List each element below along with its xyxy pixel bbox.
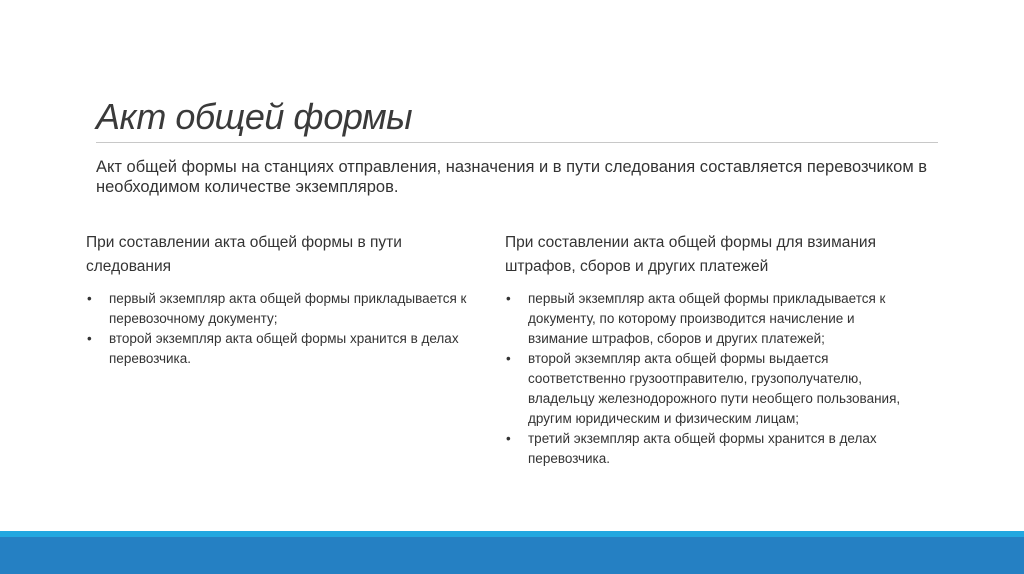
left-bullet-list <box>86 289 471 369</box>
list-item <box>86 329 471 369</box>
left-column <box>86 231 471 369</box>
list-item-text: второй экземпляр акта общей формы выдается соответственно грузоотправителю, грузополучателю, владельцу железнодорожного пути необщего пользования, другим юридическим и физическим лицам; <box>528 351 901 426</box>
bullet-icon: • <box>506 291 511 306</box>
list-item-text: второй экземпляр акта общей формы хранится в делах перевозчика. <box>109 331 459 366</box>
right-column <box>505 231 915 469</box>
bullet-icon: • <box>506 351 511 366</box>
right-bullet-list <box>505 289 915 469</box>
list-item <box>505 429 915 469</box>
bullet-icon: • <box>87 291 92 306</box>
list-item <box>505 349 915 429</box>
bullet-icon: • <box>506 431 511 446</box>
bullet-icon: • <box>87 331 92 346</box>
footer-bar <box>0 537 1024 574</box>
right-column-heading: При составлении акта общей формы для взимания штрафов, сборов и других платежей <box>505 234 876 275</box>
list-item-text: первый экземпляр акта общей формы прикладывается к документу, по которому производится начисление и взимание штрафов, сборов и других платежей; <box>528 291 886 346</box>
slide-title: Акт общей формы <box>96 96 413 137</box>
list-item <box>86 289 471 329</box>
list-item-text: третий экземпляр акта общей формы хранится в делах перевозчика. <box>528 431 877 466</box>
list-item-text: первый экземпляр акта общей формы прикладывается к перевозочному документу; <box>109 291 467 326</box>
lead-paragraph: Акт общей формы на станциях отправления, назначения и в пути следования составляется перевозчиком в необходимом количестве экземпляров. <box>96 158 928 196</box>
title-divider <box>96 142 938 143</box>
list-item <box>505 289 915 349</box>
left-column-heading: При составлении акта общей формы в пути следования <box>86 234 402 275</box>
